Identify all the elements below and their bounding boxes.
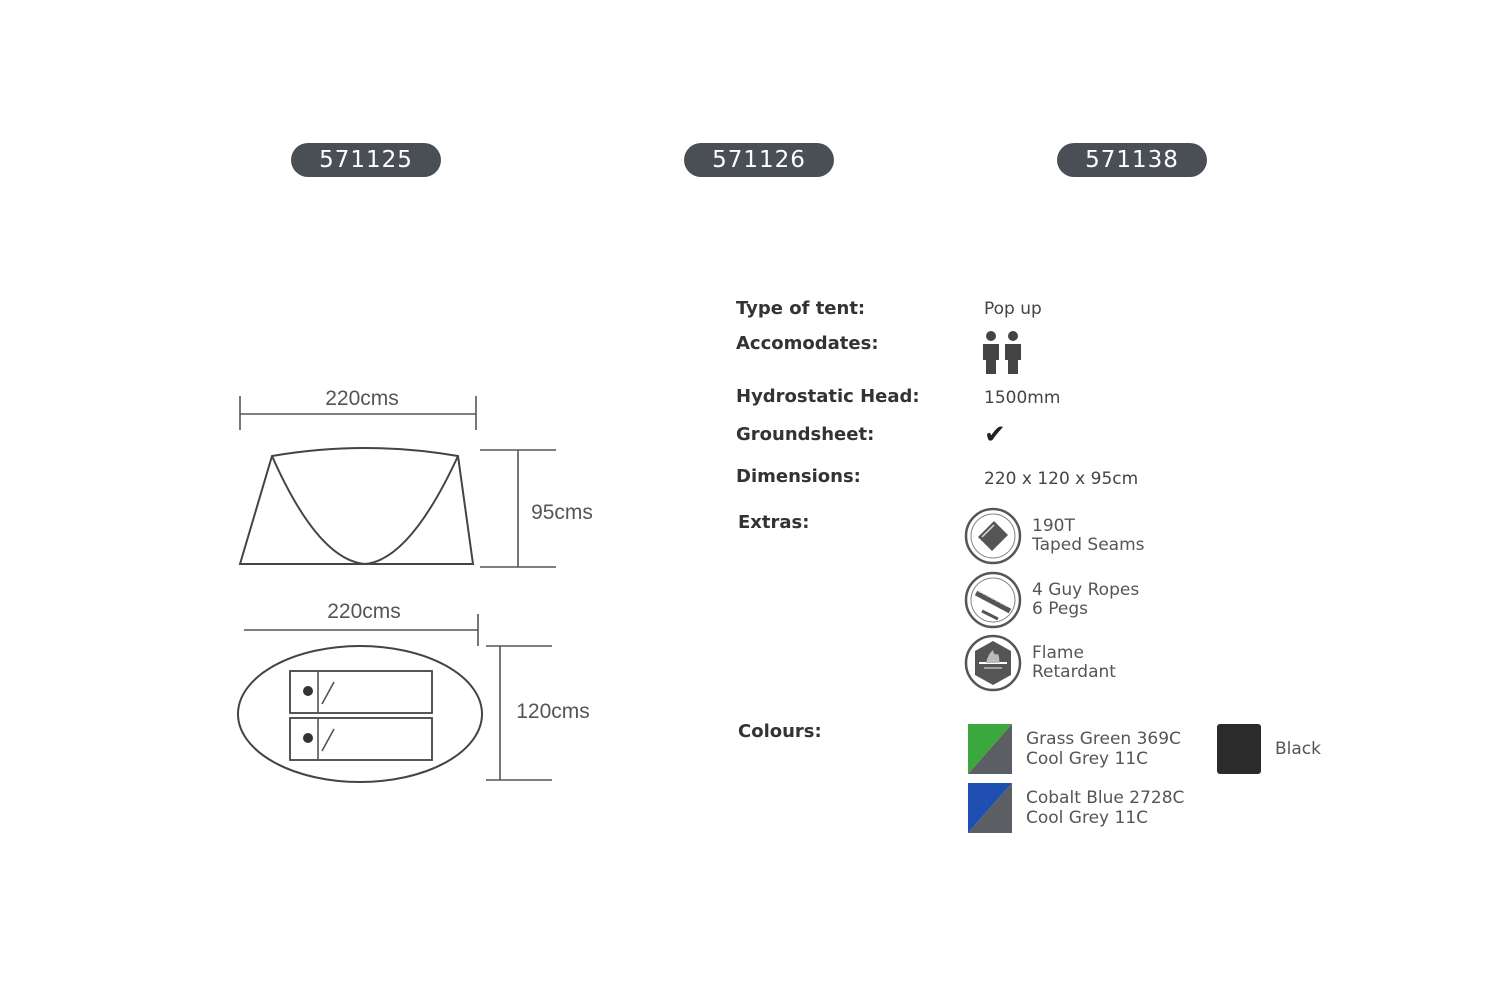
checkmark-icon: ✔ xyxy=(984,420,1006,450)
extra-text: 190T Taped Seams xyxy=(1032,516,1145,555)
product-code-badge: 571126 xyxy=(684,143,834,177)
type-of-tent-value: Pop up xyxy=(984,299,1042,319)
side-width-label: 220cms xyxy=(325,387,399,410)
tent-side-outline xyxy=(240,448,473,564)
dimensions-label: Dimensions: xyxy=(736,466,861,487)
guy-ropes-pegs-icon xyxy=(964,571,1022,629)
colour-swatch xyxy=(968,783,1012,833)
hydrostatic-head-value: 1500mm xyxy=(984,388,1061,408)
side-height-label: 95cms xyxy=(531,501,593,524)
type-of-tent-label: Type of tent: xyxy=(736,298,866,319)
groundsheet-label: Groundsheet: xyxy=(736,424,875,445)
sleeper-head-icon xyxy=(303,733,313,743)
product-code-badge: 571138 xyxy=(1057,143,1207,177)
sleeper-head-icon xyxy=(303,686,313,696)
colour-name: Cobalt Blue 2728C Cool Grey 11C xyxy=(1026,788,1185,828)
two-people-icon xyxy=(980,330,1024,376)
accommodates-label: Accomodates: xyxy=(736,333,879,354)
top-depth-label: 120cms xyxy=(516,700,590,723)
colours-label: Colours: xyxy=(738,721,822,742)
colour-name: Black xyxy=(1275,739,1321,759)
colour-option-green xyxy=(968,724,1181,774)
extra-item-flame-retardant xyxy=(964,634,1116,692)
tent-floor-outline xyxy=(238,646,482,782)
extra-item-taped-seams xyxy=(964,507,1145,565)
dimensions-value: 220 x 120 x 95cm xyxy=(984,469,1139,489)
flame-retardant-icon xyxy=(964,634,1022,692)
extra-item-guy-ropes xyxy=(964,571,1139,629)
product-code-badge: 571125 xyxy=(291,143,441,177)
colour-option-black xyxy=(1217,724,1321,774)
extra-text: Flame Retardant xyxy=(1032,643,1116,682)
sleeping-bag-mark xyxy=(322,682,334,704)
colour-swatch xyxy=(1217,724,1261,774)
sleeping-bag-mark xyxy=(322,729,334,751)
taped-seams-icon xyxy=(964,507,1022,565)
top-width-label: 220cms xyxy=(327,600,401,623)
colour-option-blue xyxy=(968,783,1184,833)
colour-swatch xyxy=(968,724,1012,774)
extra-text: 4 Guy Ropes 6 Pegs xyxy=(1032,580,1140,619)
extras-label: Extras: xyxy=(738,512,810,533)
tent-door-outline xyxy=(272,456,458,564)
hydrostatic-head-label: Hydrostatic Head: xyxy=(736,386,920,407)
colour-name: Grass Green 369C Cool Grey 11C xyxy=(1026,729,1181,769)
